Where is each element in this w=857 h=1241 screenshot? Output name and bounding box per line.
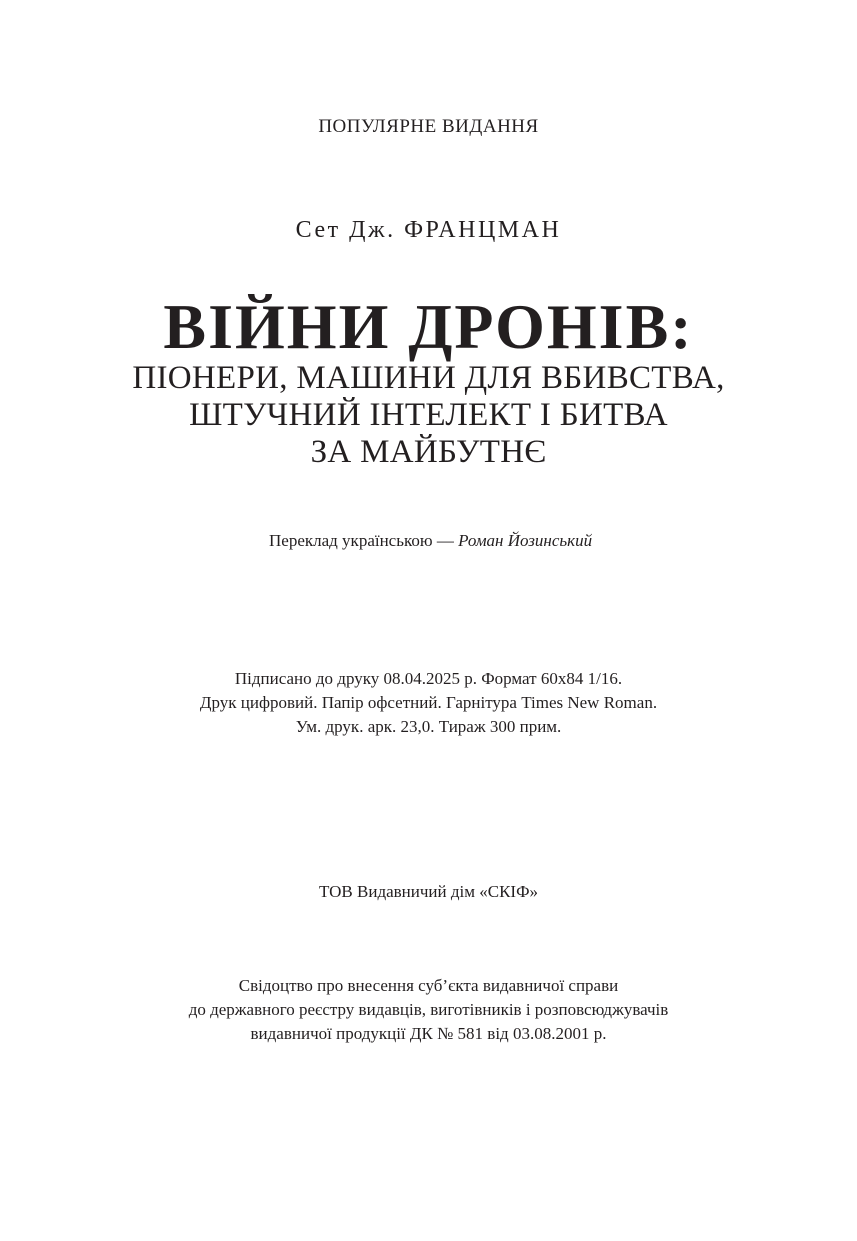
certificate-line-1: Свідоцтво про внесення суб’єкта видавничої справи bbox=[238, 976, 619, 995]
book-subtitle bbox=[0, 360, 857, 471]
imprint-block bbox=[0, 667, 857, 739]
book-title: ВІЙНИ ДРОНІВ: bbox=[163, 291, 694, 362]
translation-prefix: Переклад українською — bbox=[269, 531, 459, 550]
translation-credit bbox=[269, 531, 592, 551]
subtitle-line-1: ПІОНЕРИ, МАШИНИ ДЛЯ ВБИВСТВА, bbox=[132, 360, 725, 396]
series-label: ПОПУЛЯРНЕ ВИДАННЯ bbox=[318, 116, 539, 137]
translator-name: Роман Йозинський bbox=[458, 531, 593, 550]
imprint-line-3: Ум. друк. арк. 23,0. Тираж 300 прим. bbox=[295, 717, 562, 736]
subtitle-line-2: ШТУЧНИЙ ІНТЕЛЕКТ І БИТВА bbox=[189, 397, 668, 433]
certificate-line-3: видавничої продукції ДК № 581 від 03.08.2001 р. bbox=[250, 1024, 607, 1043]
imprint-line-2: Друк цифровий. Папір офсетний. Гарнітура Times New Roman. bbox=[199, 693, 658, 712]
imprint-line-1: Підписано до друку 08.04.2025 р. Формат 60х84 1/16. bbox=[234, 669, 623, 688]
publisher-name: ТОВ Видавничий дім «СКІФ» bbox=[318, 882, 539, 901]
certificate-block bbox=[0, 974, 857, 1046]
certificate-line-2: до державного реєстру видавців, виготівників і розповсюджувачів bbox=[188, 1000, 669, 1019]
author-name: Сет Дж. ФРАНЦМАН bbox=[295, 217, 562, 243]
subtitle-line-3: ЗА МАЙБУТНЄ bbox=[310, 434, 547, 470]
